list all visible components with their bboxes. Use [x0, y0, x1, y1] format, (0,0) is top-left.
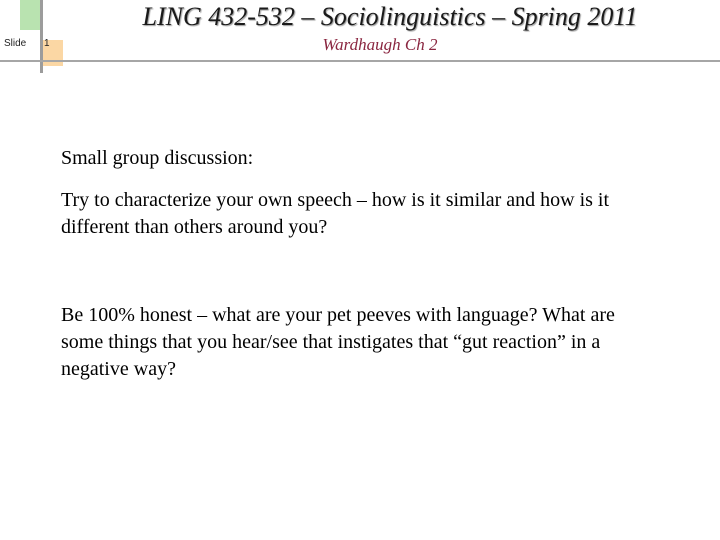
discussion-prompt-peeves: Be 100% honest – what are your pet peeves with language? What are some things that you hear/see that instigates that “gut reaction” in a negative way?: [61, 304, 615, 380]
slide-number: 1: [44, 38, 50, 49]
discussion-prompt-speech: Try to characterize your own speech – how is it similar and how is it different than others around you?: [61, 189, 610, 238]
vertical-rule: [40, 0, 43, 73]
discussion-heading: Small group discussion:: [61, 147, 254, 169]
slide-subtitle: Wardhaugh Ch 2: [322, 35, 438, 54]
slide-label: Slide: [4, 38, 27, 49]
green-accent-square: [20, 0, 41, 30]
header-rule: [0, 60, 720, 62]
slide-title: LING 432-532 – Sociolinguistics – Spring 2011: [142, 2, 638, 31]
